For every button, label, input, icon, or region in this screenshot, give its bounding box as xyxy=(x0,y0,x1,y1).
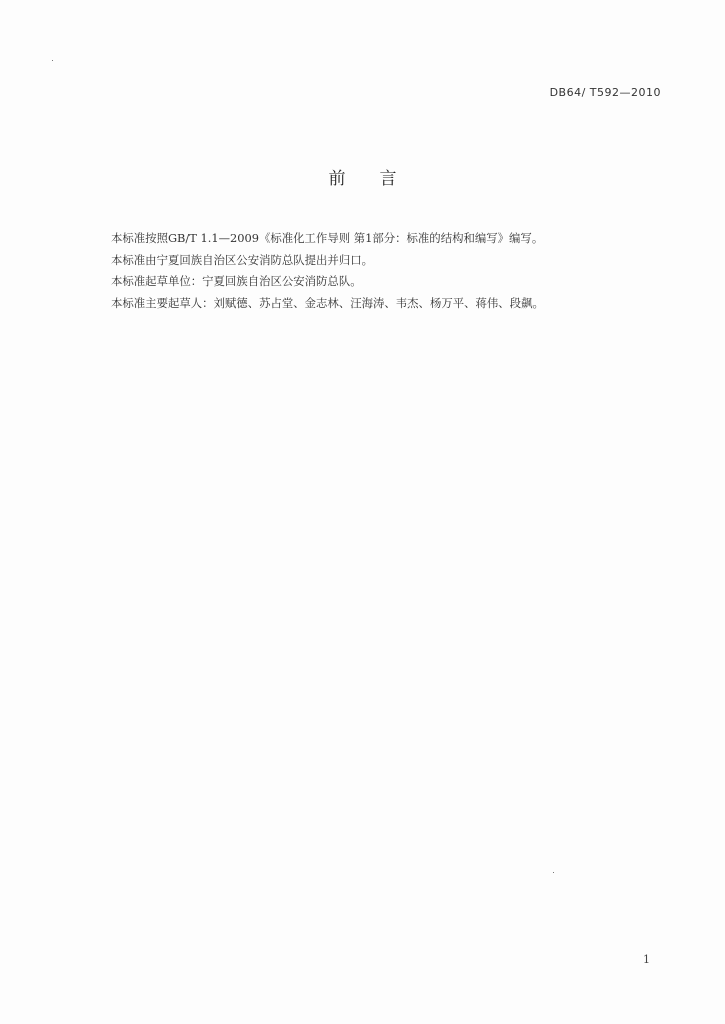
scan-speck xyxy=(52,60,53,61)
scan-speck xyxy=(553,872,554,873)
paragraph: 本标准起草单位：宁夏回族自治区公安消防总队。 xyxy=(111,274,362,288)
paragraph: 本标准由宁夏回族自治区公安消防总队提出并归口。 xyxy=(111,252,373,267)
foreword-body xyxy=(111,228,671,314)
standard-code: DB64/ T592—2010 xyxy=(549,86,661,99)
page-number: 1 xyxy=(643,953,650,966)
page-title: 前 言 xyxy=(328,169,397,189)
paragraph: 本标准主要起草人：刘赋德、苏占堂、金志林、汪海涛、韦杰、杨万平、蒋伟、段飙。 xyxy=(111,295,544,310)
paragraph: 本标准按照GB/T 1.1—2009《标准化工作导则 第1部分：标准的结构和编写》编写。 xyxy=(111,231,544,245)
